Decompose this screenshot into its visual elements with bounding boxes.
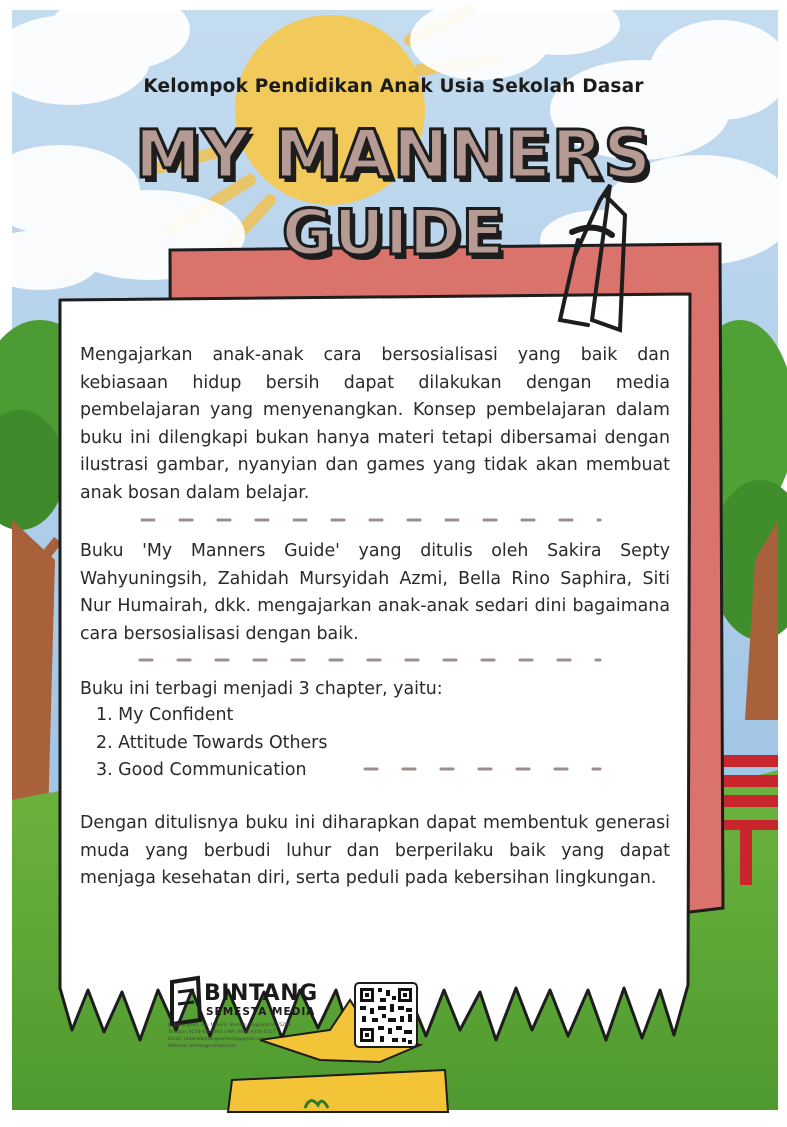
category-subtitle: Kelompok Pendidikan Anak Usia Sekolah Dasar [143, 76, 644, 97]
qr-code-icon [355, 983, 417, 1047]
chapter-item: 3. Good Communication [96, 760, 307, 781]
chapter-item: 1. My Confident [96, 705, 234, 725]
chapter-item: 2. Attitude Towards Others [96, 732, 328, 753]
book-title-line2: GUIDE [281, 196, 506, 269]
description-paragraph-1: Mengajarkan anak-anak cara bersosialisasi yang baik dan kebiasaan hidup bersih dapat dilakukan dengan media pembelajaran yang menyenangkan. Konsep pembelajaran dalam buku ini dilengkapi bukan hanya materi tetapi dibersamai dengan ilustrasi gambar, nyanyian dan games yang tidak akan membuat anak bosan dalam belajar. [80, 345, 670, 503]
publisher-email: Email: redaksibintangsemesta@gmail.com [168, 1037, 267, 1042]
chapter-list [80, 702, 686, 785]
publisher-name: BINTANG [204, 981, 318, 1006]
book-title-line1: MY MANNERS [134, 116, 653, 193]
description-paragraph-3: Dengan ditulisnya buku ini diharapkan dapat membentuk generasi muda yang berbudi luhur dan berperilaku baik yang dapat menjaga kesehatan diri, serta peduli pada kebersihan lingkungan. [80, 813, 670, 889]
publisher-website: Website: bintangpustaka.com [168, 1044, 237, 1049]
publisher-subname: SEMESTA MEDIA [206, 1006, 316, 1018]
publisher-address: Jl. Karangsari, Gg. Nakula, Sleman, Yogyakarta 55285 [168, 1023, 291, 1028]
chapters-intro: Buku ini terbagi menjadi 3 chapter, yaitu: [80, 679, 443, 699]
publisher-phone: Telepon: 0274-4353363 | WA: 0858 9316 0317 [168, 1030, 276, 1035]
description-paragraph-2: Buku 'My Manners Guide' yang ditulis oleh Sakira Septy Wahyuningsih, Zahidah Mursyidah Azmi, Bella Rino Saphira, Siti Nur Humairah, dkk. mengajarkan anak-anak sedari dini bagaimana cara bersosialisasi dengan baik. [80, 541, 670, 644]
